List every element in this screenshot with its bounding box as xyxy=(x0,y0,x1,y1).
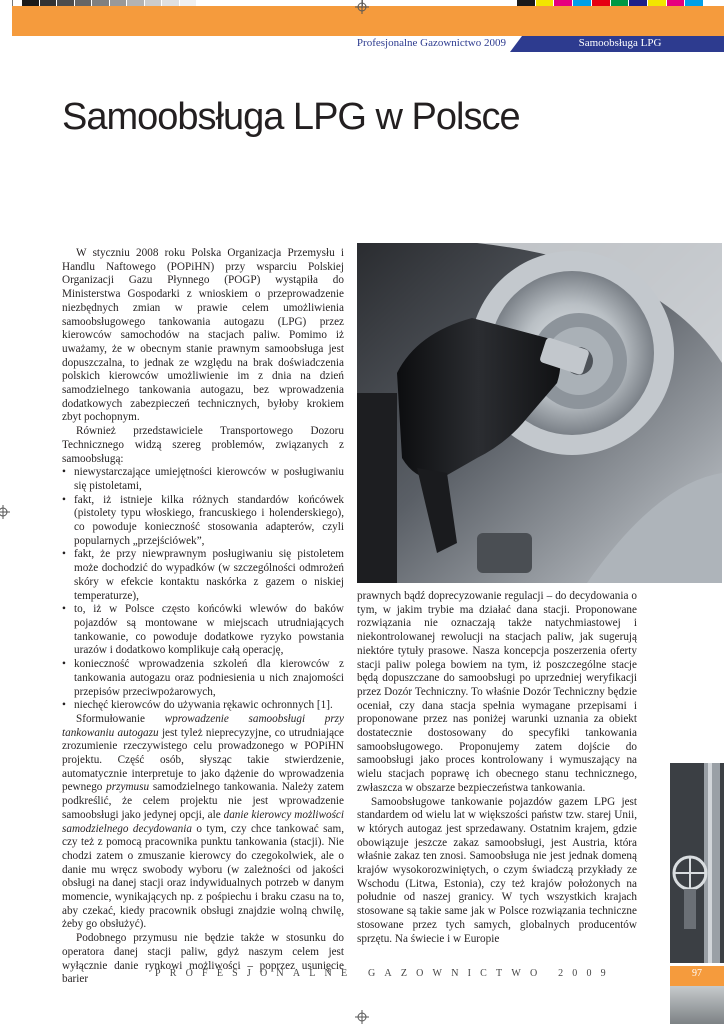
page-number: 97 xyxy=(692,968,702,979)
list-item: • fakt, iż istnieje kilka różnych standardów końcówek (pistolety typu włoskiego, francuskiego i holenderskiego), co powoduje konieczność stosowania adapterów, czyli popularnych „przejściówek”, xyxy=(62,494,344,549)
text-column-2 xyxy=(357,590,637,946)
journal-title: Profesjonalne Gazownictwo 2009 xyxy=(356,37,506,49)
paragraph: W styczniu 2008 roku Polska Organizacja Przemysłu i Handlu Naftowego (POPiHN) przy wsparciu Polskiej Organizacji Gazu Płynnego (POGP) wystąpiła do Ministerstwa Gospodarki z wnioskiem o przeprowadzenie niezbędnych zmian w prawie celem umożliwienia samoobsługowego tankowania autogazu (LPG) przez kierowców samochodów na stacjach paliw. Pomimo iż uważamy, że w obecnym stanie prawnym samoobsługa jest dopuszczalna, to jednak ze względu na brak doświadczenia polskich kierowców umożliwienie im z dnia na dzień samodzielnego tankowania autogazu, bez wprowadzenia dodatkowych zabezpieczeń technicznych, byłoby krokiem zbyt pochopnym. xyxy=(62,247,344,424)
list-item: • to, iż w Polsce często końcówki wlewów do baków pojazdów są montowane w miejscach utrudniających tankowanie, co powoduje dodatkowe ryzyko powstania urazów i dodatkowo komplikuje całą operację, xyxy=(62,603,344,658)
article-title: Samoobsługa LPG w Polsce xyxy=(62,96,520,138)
section-title: Samoobsługa LPG xyxy=(578,37,662,49)
paragraph: Podobnego przymusu nie będzie także w stosunku do operatora danej stacji paliw, gdyż naszym celem jest wyłącznie danie rynkowi możliwości – poprzez usunięcie barier xyxy=(62,932,344,986)
list-item: • niewystarczające umiejętności kierowców w posługiwaniu się pistoletami, xyxy=(62,466,344,493)
registration-mark-icon xyxy=(355,1010,369,1024)
paragraph: prawnych bądź doprecyzowanie regulacji – do decydowania o tym, w jakim trybie ma działać dana stacji. Proponowane rozwiązania nie oznaczają także natychmiastowej i niekontrolowanej rewolucji na stacjach paliw, jak sugerują niektóre tytuły prasowe. Nasza koncepcja poszerzenia oferty stacji paliw polega bowiem na tym, iż poszczególne stacje będą dopuszczane do samoobsługi po uprzedniej weryfikacji przez Dozór Techniczny. To właśnie Dozór Techniczny będzie oceniał, czy dana stacja spełnia wymagane przepisami i proponowane przez nas poniżej warunki uznania za obiekt dostatecznie dostosowany do specyfiki tankowania samoobsługowego. Proponujemy zatem dojście do samoobsługi jako proces kontrolowany i wymuszający na wielu stacjach poprawę ich obecnego stanu technicznego, zwłaszcza w obszarze bezpieczeństwa tankowania. xyxy=(357,590,637,794)
side-gradient xyxy=(670,986,724,1024)
bullet-list xyxy=(62,466,344,713)
list-item: • fakt, że przy niewprawnym posługiwaniu się pistoletem może dochodzić do wypadków (w szczególności odmrożeń skóry w efekcie kontaktu naskórka z gazem o niskiej temperaturze), xyxy=(62,548,344,603)
emphasis: danie kierowcy możliwości samodzielnego decydowania xyxy=(62,808,344,835)
registration-mark-icon xyxy=(355,0,369,14)
paragraph: Samoobsługowe tankowanie pojazdów gazem LPG jest standardem od wielu lat w większości państw tzw. starej Unii, w których autogaz jest sprzedawany. Ostatnim krajem, gdzie obowiązuje jeszcze zakaz samoobsługi, jest Austria, która właśnie zakaz ten znosi. Samoobsługa nie jest jednak domeną krajów wysokorozwiniętych, o czym świadczą przykłady ze Wschodu (Litwa, Estonia), czy też krajów położonych na południe od naszej granicy. W tych wszystkich krajach stosowane są takie same jak w Polsce rozwiązania techniczne stosowane przez tych samych, globalnych producentów sprzętu. Na świecie i w Europie xyxy=(357,795,637,945)
list-item: • konieczność wprowadzenia szkoleń dla kierowców z tankowania autogazu oraz podniesienia u nich znajomości przepisów przeciwpożarowych, xyxy=(62,658,344,699)
text-column-1 xyxy=(62,247,344,987)
paragraph xyxy=(62,713,344,932)
text-run: Sformułowanie xyxy=(76,712,165,725)
text-run: samodzielnego tankowania. Należy zatem podkreślić, że celem projektu nie jest wprowadzenie samoobsługi jako jedynej opcji, ale xyxy=(62,781,345,821)
valve-wheel-icon xyxy=(670,763,724,963)
text-run: o tym, czy chce tankować sam, czy też z pomocą pracownika punktu tankowania (stacji). Nie chodzi zatem o zmuszanie kierowcy do czegokolwiek, ale o danie mu wręcz swobody wyboru (w zależności od jakości obsługi na danej stacji oraz indywidualnych potrzeb w danym momencie, wynikających np. z pośpiechu i braku czasu na to, aby czekać, kiedy pracownik obsługi znajdzie wolną chwilę, żeby go obsłużyć). xyxy=(62,822,344,931)
text-run: jest tyleż nieprecyzyjne, co utrudniające zrozumienie rzeczywistego celu prowadzonego w POPiHN projektu. Część osób, słysząc takie stwierdzenie, automatycznie interpretuje to jako dążenie do wprowadzenia pewnego xyxy=(62,726,344,794)
fuel-nozzle-icon xyxy=(357,243,722,583)
lpg-nozzle-photo xyxy=(357,243,722,583)
emphasis: wprowadzenie samoobsługi przy tankowaniu autogazu xyxy=(62,712,344,739)
paragraph: Również przedstawiciele Transportowego Dozoru Technicznego widzą szereg problemów, związanych z samoobsługą: xyxy=(62,425,344,465)
list-item: • niechęć kierowców do używania rękawic ochronnych [1]. xyxy=(62,699,344,713)
emphasis: przymusu xyxy=(106,781,150,794)
running-footer: PROFESJONALNE GAZOWNICTWO 2009 xyxy=(155,968,615,979)
valve-photo xyxy=(670,763,724,963)
registration-mark-icon xyxy=(0,505,10,519)
